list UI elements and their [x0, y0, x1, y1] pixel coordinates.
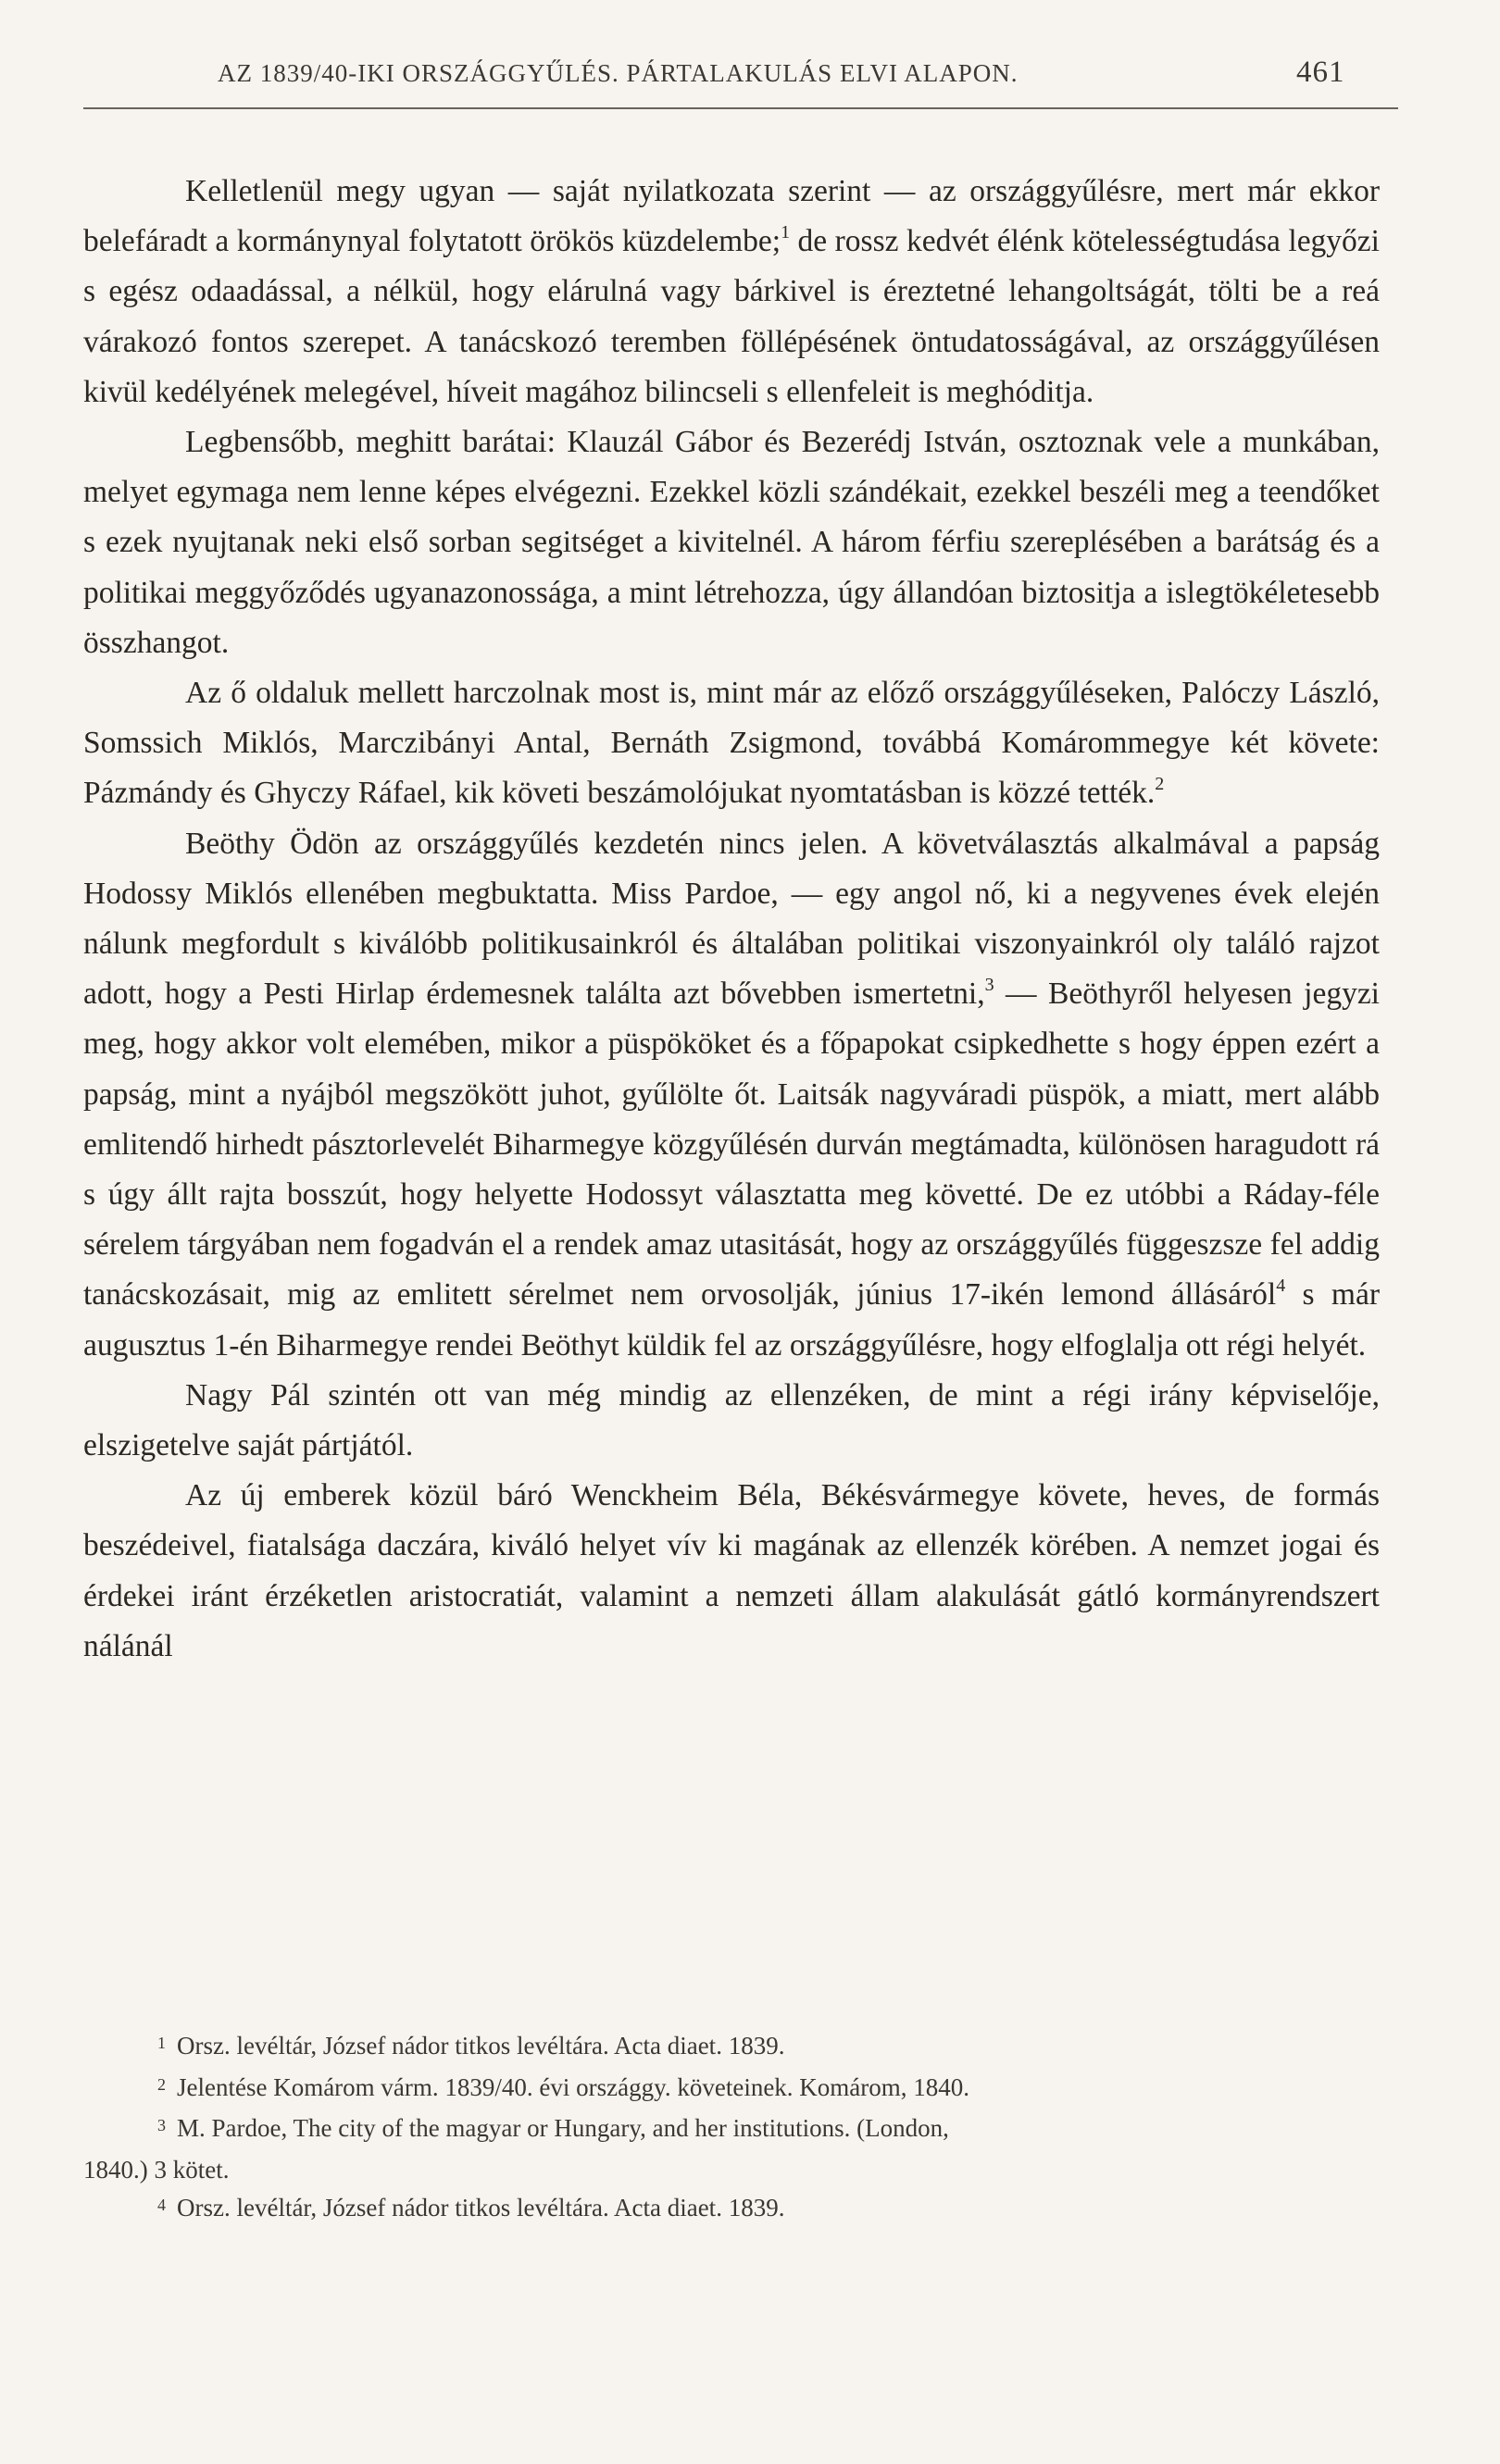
footnotes — [83, 2027, 1380, 2231]
body-text — [83, 167, 1380, 1672]
footnote-ref: 1 — [781, 222, 791, 243]
page-number: 461 — [1296, 56, 1345, 89]
paragraph: Legbensőbb, meghitt barátai: Klauzál Gábor és Bezerédj István, osztoznak vele a munkában, melyet egymaga nem lenne képes elvégezni. Ezekkel közli szándékait, ezekkel beszéli meg a teendőket s ezek nyujtanak neki első sorban segitséget a kivitelnél. A három férfiu szereplésében a barátság és a politikai meggyőződés ugyanazonossága, a mint létrehozza, úgy állandóan biztositja a islegtökéletesebb összhangot. — [83, 425, 1380, 660]
footnote: $^4$ Orsz. levéltár, József nádor titkos levéltára. Acta diaet. 1839. — [157, 2194, 785, 2222]
paragraph: Nagy Pál szintén ott van még mindig az ellenzéken, de mint a régi irány képviselője, elszigetelve saját pártjától. — [83, 1377, 1380, 1463]
footnote: $^2$ Jelentése Komárom várm. 1839/40. évi országgy. követeinek. Komárom, 1840. — [157, 2072, 970, 2101]
footnote: $^1$ Orsz. levéltár, József nádor titkos levéltára. Acta diaet. 1839. — [157, 2032, 785, 2060]
footnote-ref: 2 — [1155, 774, 1165, 795]
paragraph: Kelletlenül megy ugyan — saját nyilatkozata szerint — az országgyűlésre, mert már ekkor belefáradt a kormánynyal folytatott örökös küzdelembe;$^1$ de rossz kedvét élénk kötelességtudása legyőzi s egész odaadással, a nélkül, hogy elárulná vagy bárkivel is éreztetné lehangoltságát, tölti be a reá várakozó fontos szerepet. A tanácskozó teremben föllépésének öntudatosságával, az országgyűlésen kivül kedélyének melegével, híveit magához bilincseli s ellenfeleit is meghóditja. — [83, 174, 1380, 409]
paragraph: Beöthy Ödön az országgyűlés kezdetén nincs jelen. A követválasztás alkalmával a papság Hodossy Miklós ellenében megbuktatta. Miss Pardoe, — egy angol nő, ki a negyvenes évek elején nálunk megfordult s kiválóbb politikusainkról és általában politikai viszonyainkról oly találó rajzot adott, hogy a Pesti Hirlap érdemesnek találta azt bővebben ismertetni,$^3$ — Beöthyről helyesen jegyzi meg, hogy akkor volt elemében, mikor a püspököket és a főpapokat csipkedhette s hogy éppen ezért a papság, mint a nyájból megszökött juhot, gyűlölte őt. Laitsák nagyváradi püspök, a miatt, mert alább emlitendő hirhedt pásztorlevelét Biharmegye közgyűlésén durván megtámadta, különösen haragudott rá s úgy állt rajta bosszút, hogy helyette Hodossyt választatta meg követté. De ez utóbbi a Ráday-féle sérelem tárgyában nem fogadván el a rendek amaz utasitását, hogy az országgyűlés függeszsze fel addig tanácskozásait, mig az emlitett sérelmet nem orvosolják, június 17-ikén lemond állásáról$^4$ s már augusztus 1-én Biharmegye rendei Beöthyt küldik fel az országgyűlésre, hogy elfoglalja ott régi helyét. — [83, 826, 1380, 1363]
footnote: $^3$ M. Pardoe, The city of the magyar or Hungary, and her institutions. (London, — [157, 2114, 949, 2143]
header-rule — [83, 107, 1398, 109]
running-title: AZ 1839/40-IKI ORSZÁGGYŰLÉS. PÁRTALAKULÁS ELVI ALAPON. — [218, 59, 1019, 87]
paragraph: Az ő oldaluk mellett harczolnak most is, mint már az előző országgyűléseken, Palóczy László, Somssich Miklós, Marczibányi Antal, Bernáth Zsigmond, továbbá Komárommegye két követe: Pázmándy és Ghyczy Ráfael, kik követi beszámolójukat nyomtatásban is közzé tették.$^2$ — [83, 676, 1380, 811]
footnote-ref: 3 — [984, 975, 994, 996]
footnote-continuation: 1840.) 3 kötet. — [83, 2155, 230, 2184]
footnote-ref: 4 — [1276, 1276, 1286, 1297]
paragraph: Az új emberek közül báró Wenckheim Béla, Békésvármegye követe, heves, de formás beszédeivel, fiatalsága daczára, kiváló helyet vív ki magának az ellenzék körében. A nemzet jogai és érdekei iránt érzéketlen aristocratiát, valamint a nemzeti állam alakulását gátló kormányrendszert nálánál — [83, 1478, 1380, 1663]
